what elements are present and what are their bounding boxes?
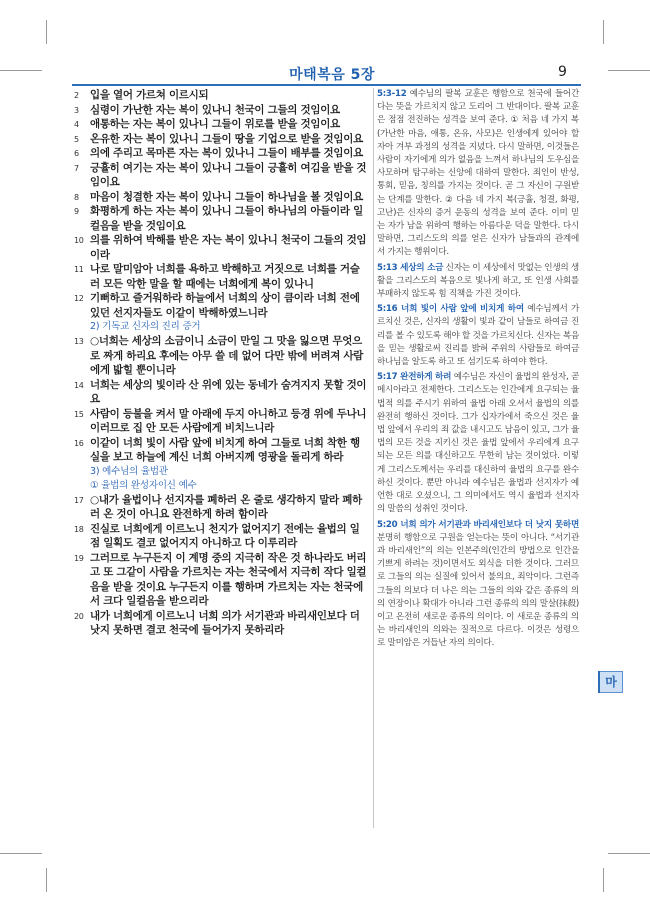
verse bbox=[74, 378, 369, 407]
verse-text: 애통하는 자는 복이 있나니 그들이 위로를 받을 것임이요 bbox=[90, 118, 340, 130]
note-text: 분명히 행함으로 구원을 얻는다는 뜻이 아니다. “서기관과 바리새인”의 의는 인본주의(인간의 방법으로 인간을 기쁘게 하려는 것)이면서도 외식을 더한 것이다. 그러므로 그들의 의는 실질에 있어서 불의요, 죄악이다. 그런즉 그들의 의보다 더 나은 의는 그들의 의와 같은 종류의 의의 연장이나 확대가 아니라 그런 종류의 의의 말살(抹殺)이고 온전히 새로운 종류의 의이다. 이 새로운 종류의 의는 바리새인의 의와는 질적으로 다르다. 이것은 성령으로 말미암은 거듭난 자의 의이다. bbox=[377, 532, 579, 649]
verse bbox=[74, 88, 369, 103]
scripture-column bbox=[74, 88, 369, 638]
crop-mark bbox=[46, 20, 47, 44]
crop-mark bbox=[0, 853, 42, 854]
verse-text: 화평하게 하는 자는 복이 있나니 그들이 하나님의 아들이라 일컬음을 받을 것임이요 bbox=[90, 205, 363, 232]
crop-mark bbox=[603, 868, 604, 892]
header-rule bbox=[72, 84, 581, 86]
note-reference: 5:3-12 bbox=[377, 89, 407, 99]
verse-number: 19 bbox=[74, 553, 84, 563]
verse-text: 사람이 등불을 켜서 말 아래에 두지 아니하고 등경 위에 두나니 이러므로 집 안 모든 사람에게 비치느니라 bbox=[90, 407, 367, 434]
verse bbox=[74, 117, 369, 132]
verse-number: 18 bbox=[74, 524, 84, 534]
verse-text: 그러므로 누구든지 이 계명 중의 지극히 작은 것 하나라도 버리고 또 그같이 사람을 가르치는 자는 천국에서 지극히 작다 일컬음을 받을 것이요 누구든지 이를 행하며 가르치는 자는 천국에서 크다 일컬음을 받으리라 bbox=[90, 551, 367, 607]
verse-text: 입을 열어 가르쳐 이르시되 bbox=[90, 89, 209, 101]
section-subheading: ① 율법의 완성자이신 예수 bbox=[90, 479, 197, 491]
verse bbox=[74, 132, 369, 147]
verse bbox=[74, 233, 369, 262]
commentary-note bbox=[377, 88, 579, 260]
verse-number: 9 bbox=[74, 207, 79, 216]
verse-number: 7 bbox=[74, 163, 79, 173]
verse-text: 의에 주리고 목마른 자는 복이 있나니 그들이 배부를 것임이요 bbox=[90, 147, 363, 159]
verse-number: 6 bbox=[74, 149, 79, 158]
verse bbox=[74, 609, 369, 638]
note-reference: 5:20 너희 의가 서기관과 바리새인보다 더 낫지 못하면 bbox=[377, 519, 579, 530]
verse bbox=[74, 103, 369, 118]
verse bbox=[74, 493, 369, 522]
verse-number: 16 bbox=[74, 438, 84, 448]
note-reference: 5:16 너희 빛이 사람 앞에 비치게 하여 bbox=[377, 304, 524, 315]
section-subheading: 3) 예수님의 율법관 bbox=[90, 465, 168, 477]
verse-number: 11 bbox=[74, 265, 84, 274]
column-divider bbox=[373, 88, 374, 828]
verse-text: 의를 위하여 박해를 받은 자는 복이 있나니 천국이 그들의 것임이라 bbox=[90, 234, 367, 261]
note-text: 신자는 이 세상에서 맛없는 인생의 생활을 그리스도의 복음으로 빛나게 하고, 또 인생 사회를 부패하지 않도록 힘 직책을 가진 것이다. bbox=[377, 262, 579, 300]
verse bbox=[74, 291, 369, 320]
verse-number: 13 bbox=[74, 337, 84, 346]
verse-number: 12 bbox=[74, 294, 84, 303]
note-reference: 5:17 완전하게 하려 bbox=[377, 372, 452, 383]
verse bbox=[74, 334, 369, 378]
note-text: 예수님께서 가르치신 것은, 신자의 생활이 빛과 같이 남들로 하여금 진리를 볼 수 있도록 해야 할 것을 가르치신다. 신자는 복음을 믿는 생활로써 진리를 밝혀 주위의 사람들로 하여금 하나님을 알도록 하고 또 섬기도록 하여야 한다. bbox=[377, 304, 579, 368]
verse-text: 마음이 청결한 자는 복이 있나니 그들이 하나님을 볼 것임이요 bbox=[90, 190, 363, 203]
commentary-note bbox=[377, 371, 579, 516]
verse-text: ○내가 율법이나 선지자를 폐하러 온 줄로 생각하지 말라 폐하러 온 것이 아니요 완전하게 하려 함이라 bbox=[90, 493, 362, 520]
crop-mark bbox=[603, 20, 604, 44]
verse bbox=[74, 522, 369, 551]
note-text: 예수님의 팔복 교훈은 행함으로 천국에 들어간다는 뜻을 가르치지 않고 도리어 그 반대이다. 팔복 교훈은 점점 전진하는 성격을 보여 준다. ① 처음 네 가지 복(가난한 마음, 애통, 온유, 사모)은 인생에게 있어야 할 자아 겨부 과정의 성격을 지녔다. 다시 말하면, 이것들은 사람이 자기에게 의가 없음을 느껴서 하나님의 도우심을 사모하며 탐구하는 신앙에 대하여 말한다. 죄인이 반성, 통회, 믿음, 칭의를 가지는 것이다. 곧 그 자신이 구원받는 단계를 말한다. ② 다음 네 가지 복(긍휼, 청결, 화평, 고난)은 신자의 증거 운동의 성격을 보여 준다. 이미 믿는 자가 남을 위하여 행하는 아름다운 덕을 말한다. 다시 말하면, 그리스도의 의를 얻은 신자가 남들과의 관계에서 가지는 행위이다. bbox=[377, 89, 579, 258]
verse-text: 심령이 가난한 자는 복이 있나니 천국이 그들의 것임이요 bbox=[90, 103, 340, 116]
verse-number: 14 bbox=[74, 380, 84, 390]
verse-text: 긍휼히 여기는 자는 복이 있나니 그들이 긍휼히 여김을 받을 것임이요 bbox=[90, 161, 367, 188]
verse-text: 온유한 자는 복이 있나니 그들이 땅을 기업으로 받을 것임이요 bbox=[90, 132, 363, 145]
verse-text: ○너희는 세상의 소금이니 소금이 만일 그 맛을 잃으면 무엇으로 짜게 하리요 후에는 아무 쓸 데 없어 다만 밖에 버려져 사람에게 밟힐 뿐이니라 bbox=[90, 335, 364, 376]
verse-number: 15 bbox=[74, 409, 84, 419]
verse-text: 내가 너희에게 이르노니 너희 의가 서기관과 바리새인보다 더 낫지 못하면 결코 천국에 들어가지 못하리라 bbox=[90, 609, 360, 636]
verse bbox=[74, 407, 369, 436]
commentary-note bbox=[377, 303, 579, 369]
page-title: 마태복음 5장 bbox=[289, 67, 375, 83]
commentary-note bbox=[377, 519, 579, 651]
commentary-column bbox=[377, 88, 579, 651]
verse bbox=[74, 161, 369, 190]
crop-mark bbox=[46, 868, 47, 892]
note-reference: 5:13 세상의 소금 bbox=[377, 262, 444, 273]
book-index-tab[interactable]: 마 bbox=[600, 671, 623, 693]
crop-mark bbox=[608, 853, 650, 854]
verse-number: 8 bbox=[74, 192, 79, 202]
crop-mark bbox=[0, 70, 42, 71]
verse bbox=[74, 436, 369, 465]
verse-number: 5 bbox=[74, 134, 79, 144]
verse bbox=[74, 551, 369, 609]
verse-text: 기뻐하고 즐거워하라 하늘에서 너희의 상이 큼이라 너희 전에 있던 선지자들도 이같이 박해하였느니라 bbox=[90, 292, 360, 319]
verse-number: 2 bbox=[74, 91, 79, 100]
verse-number: 3 bbox=[74, 105, 79, 115]
verse-text: 진실로 너희에게 이르노니 천지가 없어지기 전에는 율법의 일점 일획도 결코 없어지지 아니하고 다 이루리라 bbox=[90, 522, 360, 549]
verse-number: 10 bbox=[74, 236, 84, 245]
crop-mark bbox=[608, 70, 650, 71]
verse bbox=[74, 204, 369, 233]
verse-number: 20 bbox=[74, 611, 84, 621]
verse bbox=[74, 190, 369, 205]
verse-text: 이같이 너희 빛이 사람 앞에 비치게 하여 그들로 너희 착한 행실을 보고 하늘에 계신 너희 아버지께 영광을 돌리게 하라 bbox=[90, 436, 360, 463]
verse-text: 너희는 세상의 빛이라 산 위에 있는 동네가 숨겨지지 못할 것이요 bbox=[90, 378, 367, 405]
page-number: 9 bbox=[558, 64, 567, 80]
verse-number: 4 bbox=[74, 120, 79, 129]
verse bbox=[74, 146, 369, 161]
section-subheading: 2) 기독교 신자의 진리 증거 bbox=[90, 321, 201, 332]
verse-text: 나로 말미암아 너희를 욕하고 박해하고 거짓으로 너희를 거슬러 모든 악한 말을 할 때에는 너희에게 복이 있나니 bbox=[90, 263, 360, 290]
note-text: 예수님은 자신이 율법의 완성자, 곧 메시아라고 전제한다. 그리스도는 인간에게 요구되는 율법적 의를 주시기 위하여 율법 아래 오셔서 율법의 의를 완전히 행하신 것이다. 그가 십자가에서 죽으신 것은 율법 앞에서 우리의 죄 값을 내시고도 남음이 있고, 그가 율법의 모든 것을 지키신 것은 율법 앞에서 우리에게 요구되는 모든 의를 대신하고도 무한히 남는 것이었다. 이렇게 그리스도께서는 우리를 대신하여 율법의 요구를 완수하신 것이다. 뿐만 아니라 예수님은 율법과 선지자가 예언한 대로 오셨으니, 그 의미에서도 역시 율법과 선지자의 말씀의 성취인 것이다. bbox=[377, 372, 579, 515]
verse bbox=[74, 262, 369, 291]
commentary-note bbox=[377, 262, 579, 302]
verse-number: 17 bbox=[74, 495, 84, 505]
